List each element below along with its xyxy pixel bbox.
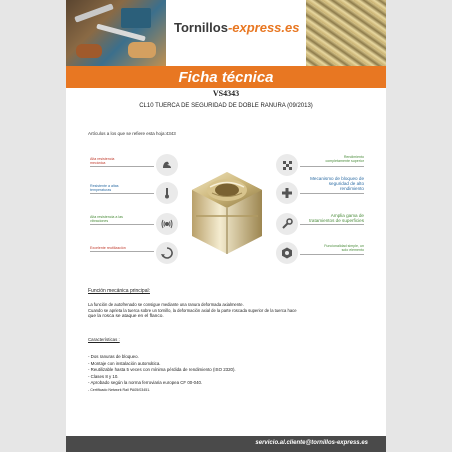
hex-nut-icon <box>276 242 298 264</box>
footer-bar <box>66 436 386 452</box>
feature-label-right-2: Mecanismo de bloqueo de seguridad de alto rendimiento <box>310 176 364 192</box>
function-line-2: Cuando se aprieta la tuerca sobre un tornillo, la deformación axial de la parte roscada superior de la tuerca hace <box>88 308 297 313</box>
banner-title: Ficha técnica <box>178 68 274 86</box>
list-item: - Montaje con instalación automática. <box>88 360 161 366</box>
list-item: - Aprobado según la norma ferroviaria europea CF 00-040. <box>88 380 203 386</box>
feature-label-right-4: Funcionalidad simple, un solo elemento <box>324 244 364 253</box>
screws-photo <box>306 0 386 66</box>
feature-label-right-3: Amplia gama de tratamientos de superficies <box>309 213 364 224</box>
function-title: Función mecánica principal: <box>88 288 150 294</box>
logo-dark-text: Tornillos <box>174 20 228 35</box>
characteristics-title: Características : <box>88 337 120 342</box>
feature-label-left-1: Alta resistencia mecánica <box>90 157 115 166</box>
characteristics-list <box>88 354 236 394</box>
recycle-icon <box>156 242 178 264</box>
feature-label-left-3: Alta resistencia a las vibraciones <box>90 215 123 224</box>
datasheet-page <box>66 0 386 452</box>
logo-wordmark <box>174 20 300 35</box>
header <box>66 0 386 66</box>
list-item: - Dos ranuras de bloqueo. <box>88 354 139 359</box>
articles-line: Artículos a los que se refiere esta hoja:4343 <box>88 131 176 136</box>
thermometer-icon <box>156 182 178 204</box>
function-line-3: que la rosca se ataque en el flanco. <box>88 314 164 319</box>
features-infographic <box>66 150 386 280</box>
list-item: - Certificado Network Rail PA05/03451. <box>88 387 151 392</box>
hex-nut-photo <box>182 158 272 268</box>
feature-label-left-4: Excelente reutilización <box>90 246 126 250</box>
checkered-flag-icon <box>276 154 298 176</box>
footer-email-link[interactable]: servicio.al.cliente@tornillos-express.es <box>255 440 368 446</box>
product-subtitle: CL10 TUERCA DE SEGURIDAD DE DOBLE RANURA (09/2013) <box>139 103 313 109</box>
feature-label-right-1: Rendimiento completamente superior <box>325 155 364 164</box>
wrench-icon <box>276 213 298 235</box>
flexed-arm-icon <box>156 154 178 176</box>
list-item: - Reutilizable hasta 5 veces con mínima pérdida de rendimiento (ISO 2320). <box>88 367 236 373</box>
reference-code: VS4343 <box>212 89 240 98</box>
function-paragraph <box>88 302 378 320</box>
logo[interactable] <box>166 0 306 66</box>
vibration-icon <box>156 213 178 235</box>
feature-label-left-2: Resistente a altas temperaturas <box>90 184 119 193</box>
plus-icon <box>276 182 298 204</box>
function-line-1: La función de autofrenado se consigue mediante una ranura deformada axialmente. <box>88 302 244 307</box>
tools-photo <box>66 0 166 66</box>
logo-orange-text: -express.es <box>227 20 300 35</box>
list-item: - Clases 8 y 10. <box>88 373 119 379</box>
title-banner <box>66 66 386 88</box>
